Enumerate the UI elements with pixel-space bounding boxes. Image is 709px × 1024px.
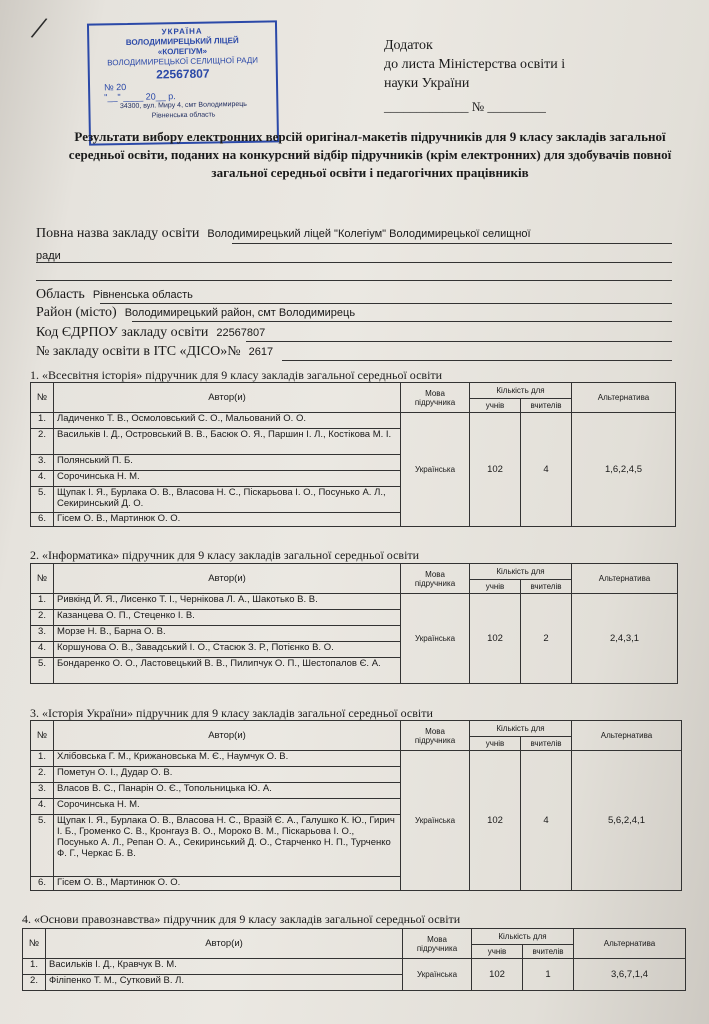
stamp-line: ВОЛОДИМИРЕЦЬКОЇ СЕЛИЩНОЇ РАДИ <box>107 55 259 68</box>
col-author: Автор(и) <box>54 721 401 751</box>
row-number: 4. <box>31 642 54 658</box>
col-alt: Альтернатива <box>572 564 678 594</box>
row-author: Бондаренко О. О., Ластовецький В. В., Пилипчук О. П., Шестопалов Є. А. <box>54 658 401 684</box>
row-number: 2. <box>31 767 54 783</box>
row-students: 102 <box>470 751 521 891</box>
row-students: 102 <box>470 413 521 527</box>
section-title: 3. «Історія України» підручник для 9 класу закладів загальної середньої освіти <box>30 706 433 720</box>
row-author: Власов В. С., Панарін О. Є., Топольницька Ю. А. <box>54 783 401 799</box>
row-lang: Українська <box>401 413 470 527</box>
row-author: Сорочинська Н. М. <box>54 471 401 487</box>
col-no: № <box>31 383 54 413</box>
col-lang: Мова підручника <box>401 564 470 594</box>
col-author: Автор(и) <box>46 929 403 959</box>
row-teachers: 4 <box>521 751 572 891</box>
row-author: Філіпенко Т. М., Сутковий В. Л. <box>46 975 403 991</box>
row-number: 5. <box>31 487 54 513</box>
addendum-number: _____________ № _________ <box>384 99 546 114</box>
col-no: № <box>23 929 46 959</box>
row-author: Пометун О. І., Дудар О. В. <box>54 767 401 783</box>
field-label: Область <box>36 287 85 302</box>
row-author: Гісем О. В., Мартинюк О. О. <box>54 513 401 527</box>
row-students: 102 <box>470 594 521 684</box>
col-alt: Альтернатива <box>572 721 682 751</box>
field-label: Район (місто) <box>36 305 117 320</box>
row-lang: Українська <box>403 959 472 991</box>
section-title: 1. «Всесвітня історія» підручник для 9 класу закладів загальної середньої освіти <box>30 368 443 382</box>
row-number: 2. <box>31 429 54 455</box>
handwritten-mark: / <box>28 9 50 48</box>
col-author: Автор(и) <box>54 383 401 413</box>
addendum-line: до листа Міністерства освіти і <box>384 57 566 72</box>
row-number: 6. <box>31 877 54 891</box>
row-teachers: 4 <box>521 413 572 527</box>
col-students: учнів <box>470 399 521 413</box>
textbook-table <box>30 563 678 684</box>
stamp-line: ВОЛОДИМИРЕЦЬКИЙ ЛІЦЕЙ <box>125 36 239 47</box>
row-number: 4. <box>31 799 54 815</box>
field-label: Код ЄДРПОУ закладу освіти <box>36 325 209 340</box>
row-teachers: 2 <box>521 594 572 684</box>
row-author: Ривкінд Й. Я., Лисенко Т. І., Чернікова Л. А., Шакотько В. В. <box>54 594 401 610</box>
stamp-code: 22567807 <box>156 66 210 82</box>
col-author: Автор(и) <box>54 564 401 594</box>
col-alt: Альтернатива <box>572 383 676 413</box>
col-lang: Мова підручника <box>401 383 470 413</box>
row-number: 3. <box>31 783 54 799</box>
field-value: Рівненська область <box>92 289 193 301</box>
section-title: 2. «Інформатика» підручник для 9 класу закладів загальної середньої освіти <box>30 548 420 562</box>
row-students: 102 <box>472 959 523 991</box>
col-teachers: вчителів <box>521 399 572 413</box>
row-alt: 1,6,2,4,5 <box>572 413 676 527</box>
stamp-region: Рівненська область <box>151 111 216 120</box>
row-author: Полянський П. Б. <box>54 455 401 471</box>
col-alt: Альтернатива <box>574 929 686 959</box>
addendum-line: науки України <box>384 76 470 91</box>
row-author: Васильків І. Д., Островський В. В., Басюк О. Я., Паршин І. Л., Костікова М. І. <box>54 429 401 455</box>
field-label: Повна назва закладу освіти <box>36 226 200 241</box>
row-author: Гісем О. В., Мартинюк О. О. <box>54 877 401 891</box>
textbook-table <box>30 720 682 891</box>
row-number: 1. <box>23 959 46 975</box>
district-field <box>36 305 355 321</box>
textbook-table <box>22 928 686 991</box>
col-lang: Мова підручника <box>403 929 472 959</box>
row-number: 5. <box>31 815 54 877</box>
col-students: учнів <box>470 737 521 751</box>
official-stamp <box>87 20 279 145</box>
col-teachers: вчителів <box>521 580 572 594</box>
row-author: Щупак І. Я., Бурлака О. В., Власова Н. С., Вразій Є. А., Галушко К. Ю., Гирич І. Б., Громенко С. В., Кронгауз В. О., Мороко В. М., Піскарьова І. О., Посунько А. Л., Репан О. А., Секиринський Д. О., Старченко Н. П., Турченко Ф. Г., Черкас Б. В. <box>54 815 401 877</box>
its-field <box>36 344 273 360</box>
stamp-date: "__" ____ 20__ р. <box>104 91 176 103</box>
field-value: 2617 <box>248 346 274 358</box>
school-name-field <box>36 226 531 242</box>
row-number: 2. <box>23 975 46 991</box>
row-number: 6. <box>31 513 54 527</box>
row-alt: 3,6,7,1,4 <box>574 959 686 991</box>
row-author: Васильків І. Д., Кравчук В. М. <box>46 959 403 975</box>
row-author: Ладиченко Т. В., Осмоловський С. О., Мальований О. О. <box>54 413 401 429</box>
row-number: 3. <box>31 626 54 642</box>
textbook-table <box>30 382 676 527</box>
col-lang: Мова підручника <box>401 721 470 751</box>
addendum-block <box>384 36 565 116</box>
field-value: Володимирецький ліцей "Колегіум" Володимирецької селищної <box>207 228 531 240</box>
stamp-line: УКРАЇНА <box>161 26 203 37</box>
col-qty: Кількість для <box>470 721 572 737</box>
row-number: 1. <box>31 413 54 429</box>
col-teachers: вчителів <box>523 945 574 959</box>
col-students: учнів <box>472 945 523 959</box>
row-lang: Українська <box>401 751 470 891</box>
addendum-line: Додаток <box>384 38 433 53</box>
field-value: ради <box>36 250 61 262</box>
row-author: Сорочинська Н. М. <box>54 799 401 815</box>
stamp-line: «КОЛЕГІУМ» <box>157 46 208 57</box>
row-number: 1. <box>31 751 54 767</box>
field-value: Володимирецький район, смт Володимирець <box>124 307 356 319</box>
col-teachers: вчителів <box>521 737 572 751</box>
row-author: Коршунова О. В., Завадський І. О., Стасюк З. Р., Потієнко В. О. <box>54 642 401 658</box>
row-number: 5. <box>31 658 54 684</box>
col-students: учнів <box>470 580 521 594</box>
row-author: Казанцева О. П., Стеценко І. В. <box>54 610 401 626</box>
section-title: 4. «Основи правознавства» підручник для 9 класу закладів загальної середньої освіти <box>22 912 461 926</box>
region-field <box>36 287 193 303</box>
row-alt: 2,4,3,1 <box>572 594 678 684</box>
col-qty: Кількість для <box>470 564 572 580</box>
edrpou-field <box>36 325 265 341</box>
field-label: № закладу освіти в ІТС «ДІСО»№ <box>36 344 241 359</box>
row-number: 2. <box>31 610 54 626</box>
row-author: Щупак І. Я., Бурлака О. В., Власова Н. С., Піскарьова І. О., Посунько А. Л., Секиринський Д. О. <box>54 487 401 513</box>
row-number: 3. <box>31 455 54 471</box>
col-qty: Кількість для <box>470 383 572 399</box>
col-no: № <box>31 564 54 594</box>
row-number: 4. <box>31 471 54 487</box>
row-author: Хлібовська Г. М., Крижановська М. Є., Наумчук О. В. <box>54 751 401 767</box>
col-qty: Кількість для <box>472 929 574 945</box>
stamp-address: 34300, вул. Миру 4, смт Володимирець <box>119 100 247 111</box>
field-value: 22567807 <box>216 327 266 339</box>
col-no: № <box>31 721 54 751</box>
row-teachers: 1 <box>523 959 574 991</box>
row-lang: Українська <box>401 594 470 684</box>
row-author: Морзе Н. В., Барна О. В. <box>54 626 401 642</box>
stamp-number: № 20 <box>103 81 127 93</box>
document-title: Результати вибору електронних версій оригінал-макетів підручників для 9 класу закладів загальної середньої освіти, поданих на конкурсний відбір підручників (крім електронних) для здобувачів повної загальної середньої освіти і педагогічних працівників <box>68 129 672 180</box>
row-number: 1. <box>31 594 54 610</box>
row-alt: 5,6,2,4,1 <box>572 751 682 891</box>
